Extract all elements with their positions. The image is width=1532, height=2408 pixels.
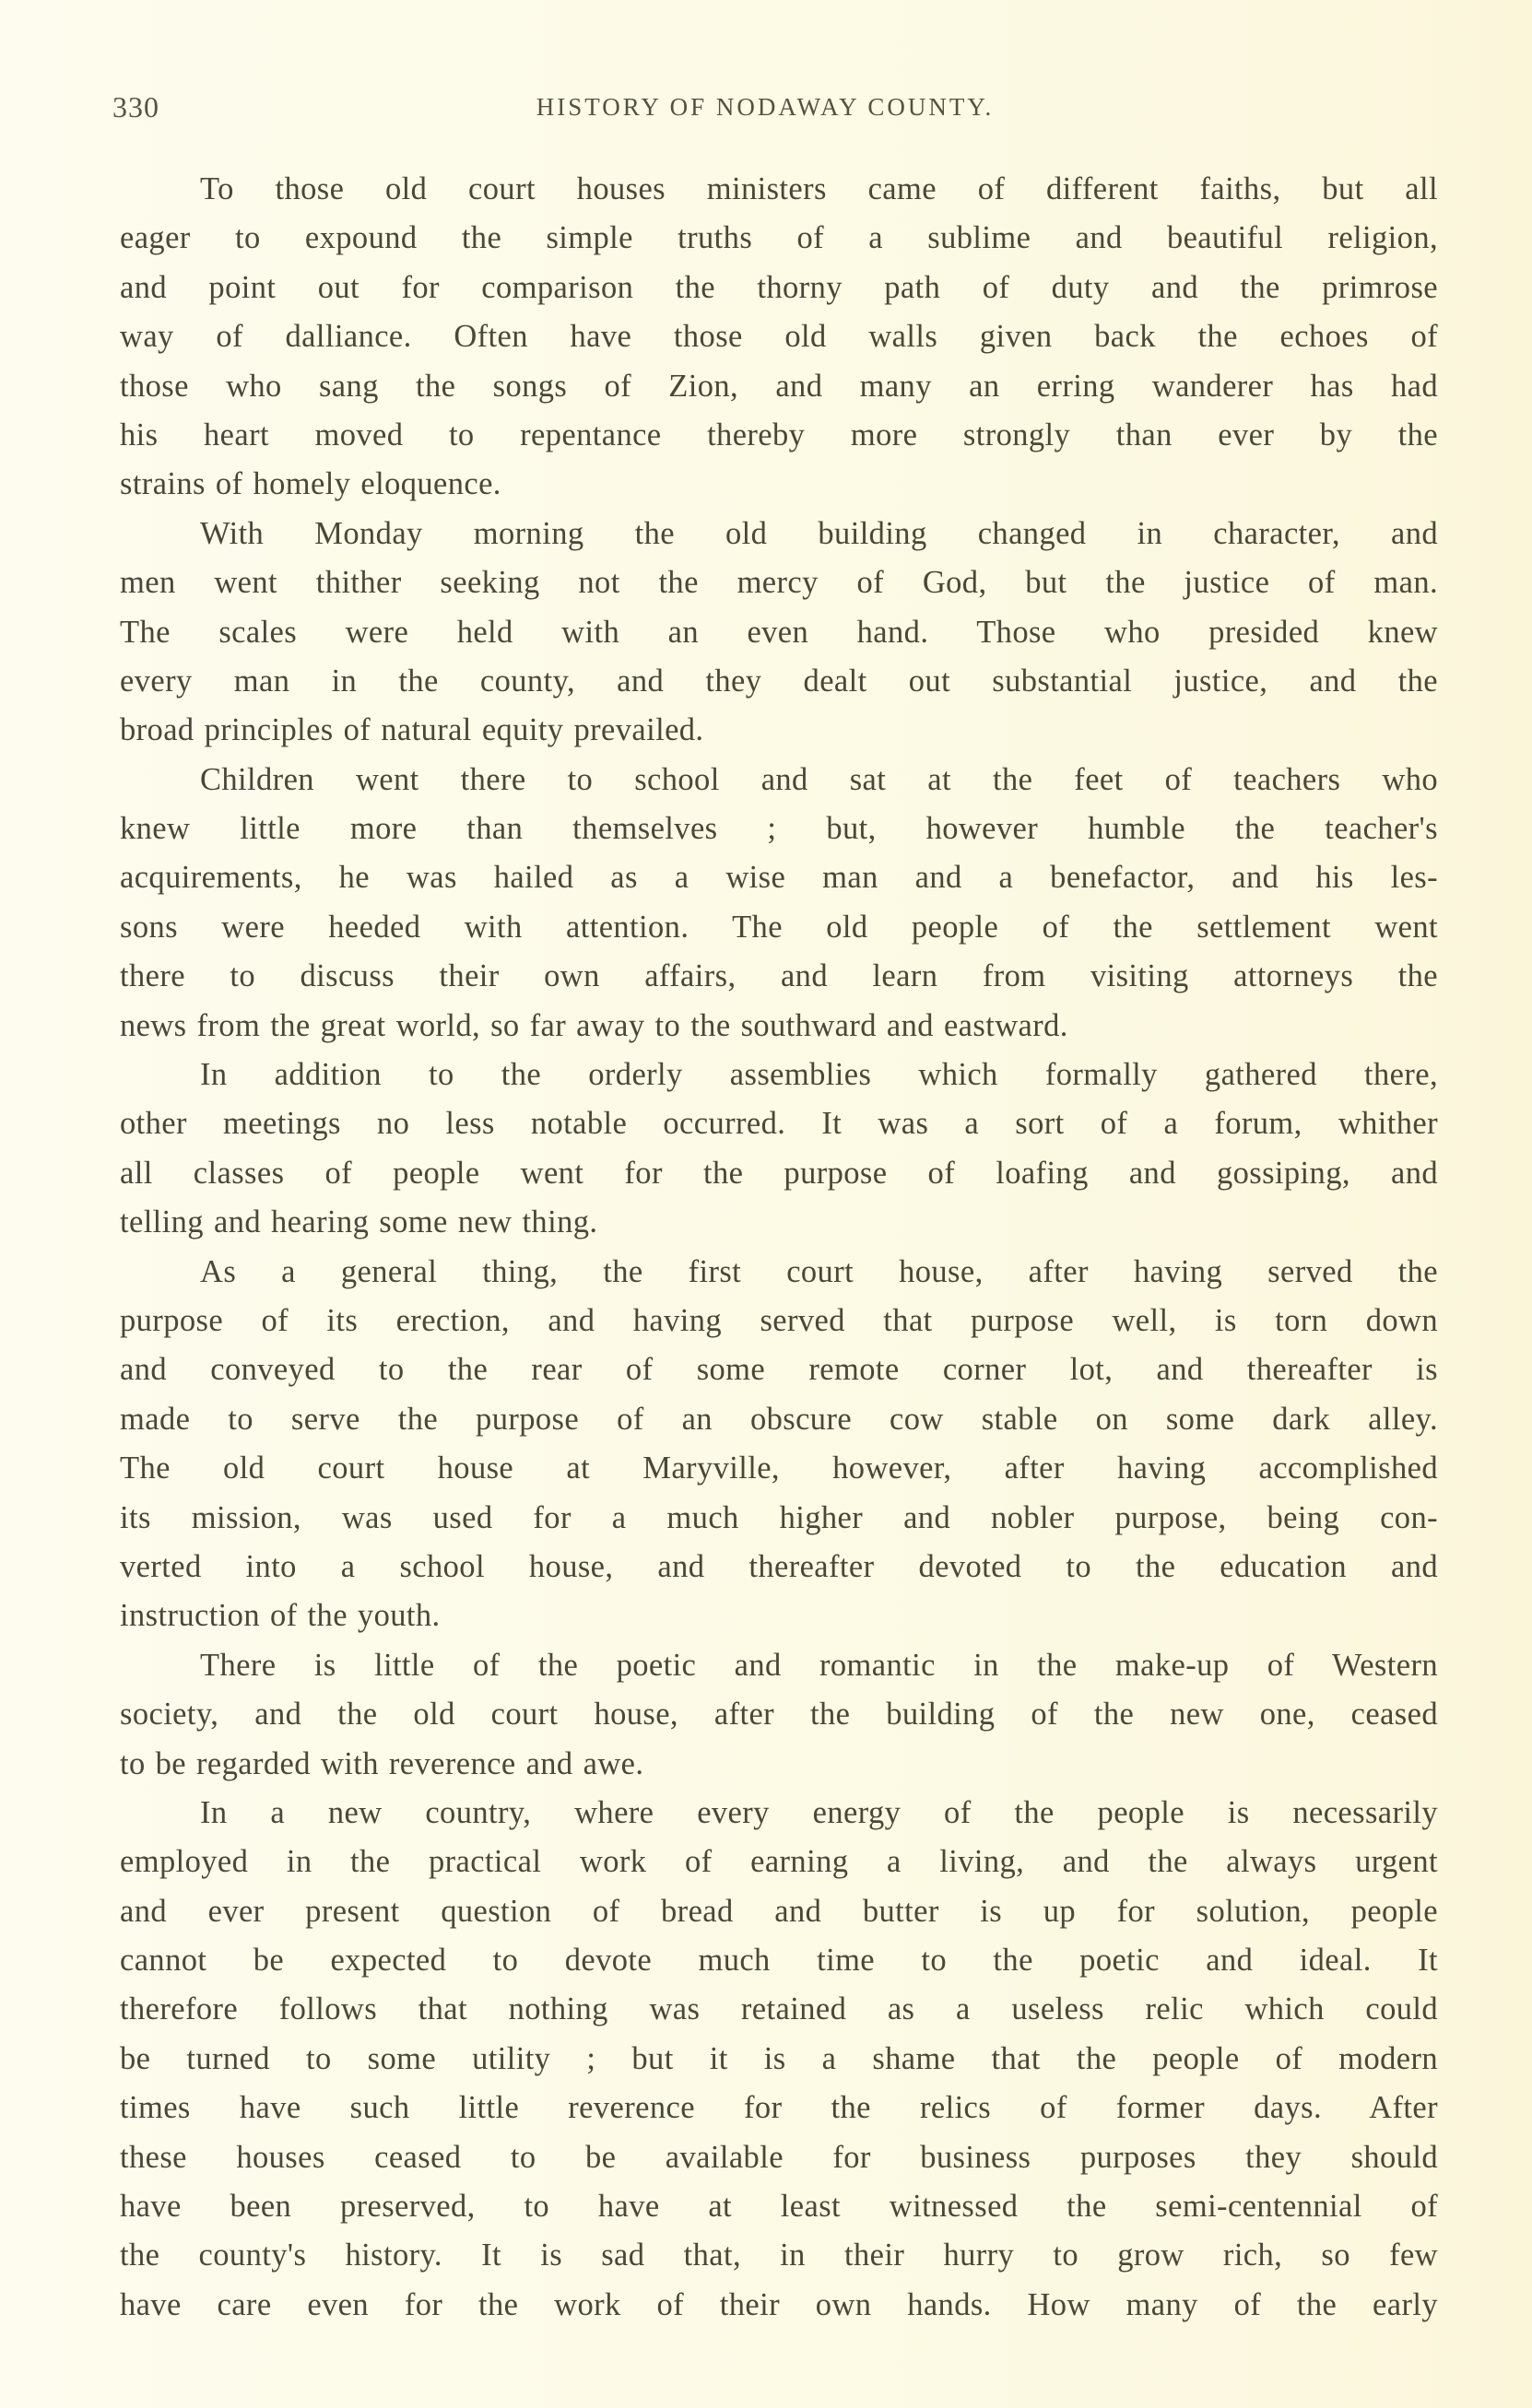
text-line: As a general thing, the first court house, after having served the [200,1253,1438,1289]
text-line: every man in the county, and they dealt out substantial justice, and the [120,663,1438,699]
paragraph-3 [120,756,1438,1051]
text-line: have care even for the work of their own hands. How many of the early [120,2286,1438,2322]
text-line: his heart moved to repentance thereby more strongly than ever by the [120,417,1438,452]
text-line: society, and the old court house, after the building of the new one, ceased [120,1697,1438,1733]
paragraph-2 [120,510,1438,756]
text-line: employed in the practical work of earning a living, and the always urgent [120,1844,1438,1880]
running-header [0,88,1532,125]
text-line: To those old court houses ministers came of different faiths, but all [200,171,1438,206]
text-line: Children went there to school and sat at the feet of teachers who [200,761,1438,797]
text-line: made to serve the purpose of an obscure cow stable on some dark alley. [120,1401,1438,1437]
paragraph-5 [120,1248,1438,1641]
text-line: be turned to some utility ; but it is a shame that the people of modern [120,2040,1438,2076]
text-line: all classes of people went for the purpose of loafing and gossiping, and [120,1155,1438,1191]
text-line: there to discuss their own affairs, and learn from visiting attorneys the [120,958,1438,994]
text-line: therefore follows that nothing was retained as a useless relic which could [120,1991,1438,2027]
text-line: In a new country, where every energy of the people is necessarily [200,1794,1438,1830]
text-line: the county's history. It is sad that, in their hurry to grow rich, so few [120,2238,1438,2273]
text-line: verted into a school house, and thereafter devoted to the education and [120,1548,1438,1584]
text-line: news from the great world, so far away to the southward and eastward. [120,1007,1068,1043]
text-line: knew little more than themselves ; but, however humble the teacher's [120,811,1438,847]
text-line: The old court house at Maryville, however, after having accomplished [120,1451,1438,1486]
text-line: In addition to the orderly assemblies which formally gathered there, [200,1057,1438,1093]
text-line: There is little of the poetic and romantic in the make-up of Western [200,1647,1438,1683]
text-line: other meetings no less notable occurred. It was a sort of a forum, whither [120,1106,1438,1142]
text-line: The scales were held with an even hand. Those who presided knew [120,614,1438,650]
page-number: 330 [112,90,159,123]
running-title: HISTORY OF NODAWAY COUNTY. [536,93,995,121]
text-line: to be regarded with reverence and awe. [120,1745,644,1781]
text-line: acquirements, he was hailed as a wise man and a benefactor, and his les- [120,860,1438,896]
text-line: and conveyed to the rear of some remote corner lot, and thereafter is [120,1352,1438,1388]
text-line: its mission, was used for a much higher and nobler purpose, being con- [120,1499,1438,1535]
text-line: telling and hearing some new thing. [120,1204,598,1240]
text-line: eager to expound the simple truths of a sublime and beautiful religion, [120,220,1438,256]
text-line: have been preserved, to have at least witnessed the semi-centennial of [120,2189,1438,2225]
text-line: those who sang the songs of Zion, and many an erring wanderer has had [120,368,1438,404]
text-line: men went thither seeking not the mercy of God, but the justice of man. [120,565,1438,601]
paragraph-4 [120,1051,1438,1248]
paragraph-7 [120,1789,1438,2330]
paragraph-6 [120,1641,1438,1789]
text-line: strains of homely eloquence. [120,466,501,502]
paragraph-1 [120,165,1438,510]
text-line: purpose of its erection, and having served that purpose well, is torn down [120,1302,1438,1338]
text-line: sons were heeded with attention. The old people of the settlement went [120,909,1438,945]
text-line: cannot be expected to devote much time to the poetic and ideal. It [120,1943,1438,1979]
text-line: times have such little reverence for the relics of former days. After [120,2090,1438,2126]
text-line: broad principles of natural equity prevailed. [120,712,704,748]
text-line: and point out for comparison the thorny path of duty and the primrose [120,269,1438,305]
text-line: way of dalliance. Often have those old walls given back the echoes of [120,319,1438,355]
text-line: instruction of the youth. [120,1598,441,1634]
body-text [120,165,1438,2330]
text-line: and ever present question of bread and butter is up for solution, people [120,1893,1438,1929]
text-line: these houses ceased to be available for business purposes they should [120,2139,1438,2175]
text-line: With Monday morning the old building changed in character, and [200,515,1438,551]
